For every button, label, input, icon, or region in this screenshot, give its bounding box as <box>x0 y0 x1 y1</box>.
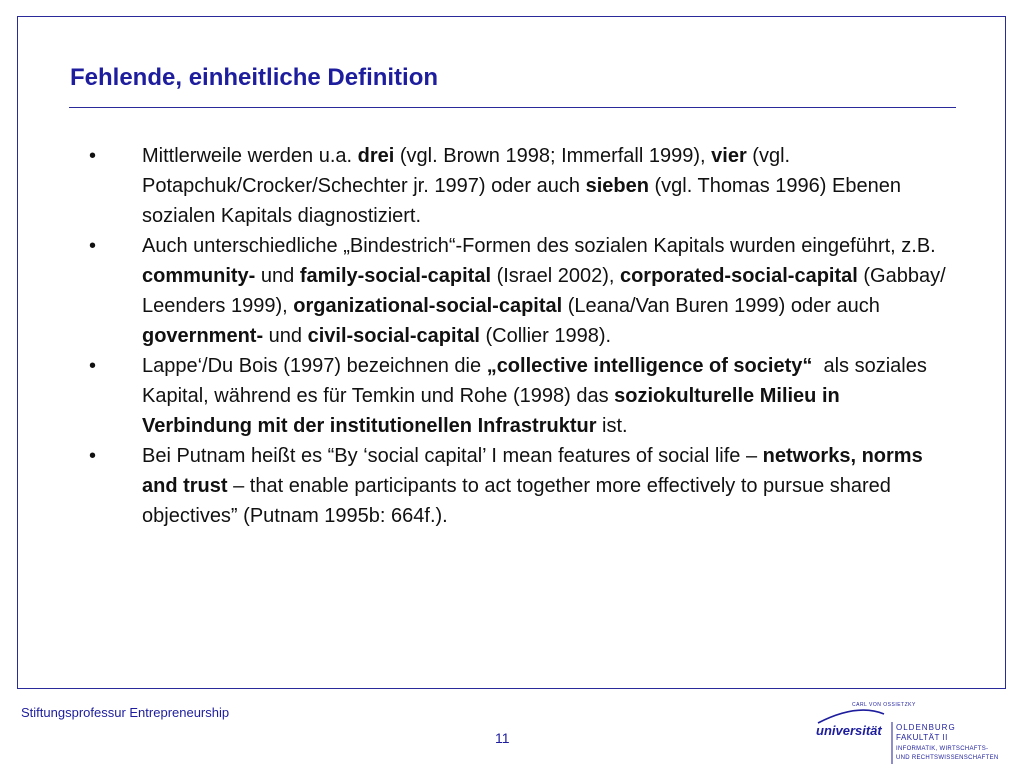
bullet-emphasis: networks, norms and trust <box>142 445 923 497</box>
bullet-text: (Leana/Van Buren 1999) oder auch <box>562 295 880 317</box>
bullet-text: (Israel 2002), <box>491 265 620 287</box>
bullet-emphasis: vier <box>711 145 747 167</box>
bullet-text: als soziales Kapital, während es für Temkin und Rohe (1998) das <box>142 355 927 407</box>
bullet-marker: • <box>89 445 97 467</box>
bullet-emphasis: government- <box>142 325 264 347</box>
bullet-text: – that enable participants to act together more effectively to pursue shared objectives” (Putnam 1995b: 664f.). <box>142 475 891 527</box>
bullet-item <box>89 231 949 351</box>
logo-line-2: FAKULTÄT II <box>896 733 948 742</box>
bullet-text: Bei Putnam heißt es “By ‘social capital’ I mean features of social life – <box>142 445 763 467</box>
footer-text: Stiftungsprofessur Entrepreneurship <box>21 705 230 720</box>
bullet-marker: • <box>89 235 97 257</box>
bullet-text: Lappe‘/Du Bois (1997) bezeichnen die <box>142 355 487 377</box>
slide-title: Fehlende, einheitliche Definition <box>70 64 439 91</box>
bullet-text: ist. <box>596 415 628 437</box>
bullet-emphasis: soziokulturelle Milieu in Verbindung mit der institutionellen Infrastruktur <box>142 385 840 437</box>
bullet-text: Mittlerweile werden u.a. <box>142 145 358 167</box>
bullet-marker: • <box>89 355 97 377</box>
bullet-text: (vgl. Thomas 1996) Ebenen sozialen Kapitals diagnostiziert. <box>142 175 901 227</box>
bullet-list <box>89 141 949 531</box>
title-divider <box>69 107 956 108</box>
bullet-emphasis: family-social-capital <box>299 265 492 287</box>
logo-wordmark: universität <box>816 723 882 738</box>
university-logo <box>812 700 1012 764</box>
bullet-emphasis: organizational-social-capital <box>293 295 563 317</box>
logo-line-3: INFORMATIK, WIRTSCHAFTS- <box>896 746 989 752</box>
bullet-emphasis: sieben <box>585 175 649 197</box>
bullet-emphasis: „collective intelligence of society“ <box>486 355 813 377</box>
bullet-emphasis: drei <box>357 145 395 167</box>
bullet-text: (vgl. Brown 1998; Immerfall 1999), <box>394 145 712 167</box>
logo-line-1: OLDENBURG <box>896 723 956 732</box>
bullet-text: und <box>263 325 308 347</box>
bullet-text: (Collier 1998). <box>479 325 612 347</box>
bullet-emphasis: corporated-social-capital <box>619 265 858 287</box>
bullet-item <box>89 441 949 531</box>
bullet-text: und <box>255 265 300 287</box>
logo-arc <box>818 710 884 723</box>
bullet-text: Auch unterschiedliche „Bindestrich“-Formen des sozialen Kapitals wurden eingeführt, z.B. <box>142 235 936 257</box>
bullet-item <box>89 141 949 231</box>
bullet-text: (vgl. Potapchuk/Crocker/Schechter jr. 1997) oder auch <box>142 145 796 197</box>
bullet-emphasis: civil-social-capital <box>307 325 480 347</box>
bullet-emphasis: community- <box>142 265 256 287</box>
bullet-marker: • <box>89 145 97 167</box>
logo-line-4: UND RECHTSWISSENSCHAFTEN <box>896 755 999 761</box>
bullet-item <box>89 351 949 441</box>
bullet-text: (Gabbay/ Leenders 1999), <box>142 265 946 317</box>
page-number: 11 <box>495 730 510 746</box>
logo-arc-text: CARL VON OSSIETZKY <box>852 702 916 708</box>
